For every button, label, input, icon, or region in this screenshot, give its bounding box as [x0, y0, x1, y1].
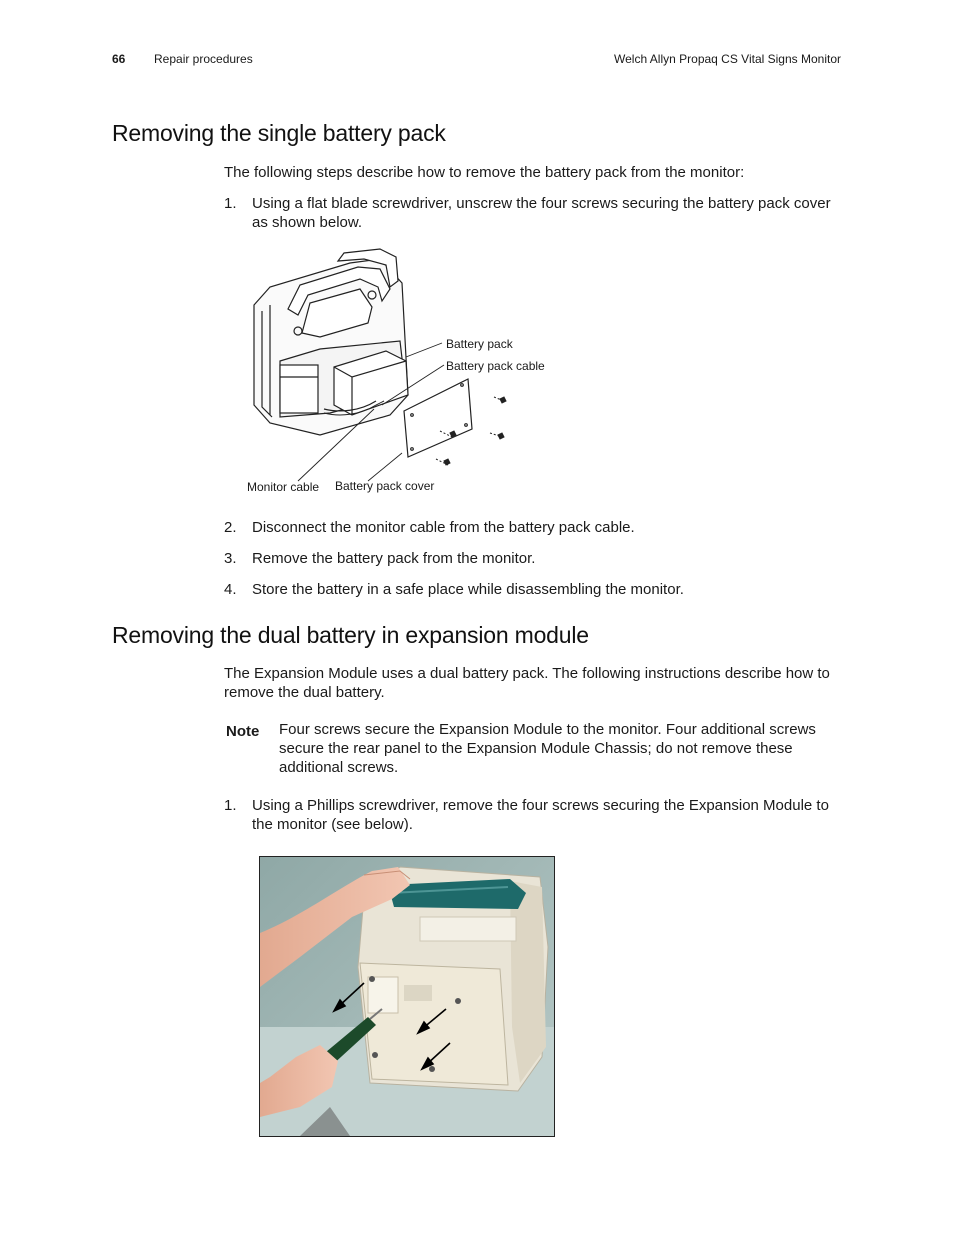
step-number: 3. — [224, 550, 237, 567]
step-text: Remove the battery pack from the monitor. — [252, 550, 536, 567]
section2-intro: The Expansion Module uses a dual battery pack. The following instructions describe how to remove the dual battery. — [224, 665, 830, 701]
page-number: 66 — [112, 52, 126, 66]
step-text: Store the battery in a safe place while disassembling the monitor. — [252, 581, 684, 598]
label-monitor-cable: Monitor cable — [247, 480, 320, 494]
label-battery-pack-cover: Battery pack cover — [335, 479, 435, 493]
note-text: Four screws secure the Expansion Module to the monitor. Four additional screws secure the rear panel to the Expansion Module Chassis; do not remove these additional screws. — [279, 721, 816, 776]
step-number: 4. — [224, 581, 237, 598]
expansion-module-photo — [259, 856, 555, 1137]
section1-intro: The following steps describe how to remove the battery pack from the monitor: — [224, 164, 745, 181]
note-label: Note — [226, 723, 260, 740]
expansion-module-illustration — [260, 857, 554, 1136]
label-battery-pack: Battery pack — [446, 337, 513, 351]
page-header — [112, 52, 841, 70]
battery-pack-diagram — [240, 245, 560, 505]
step-number: 1. — [224, 195, 237, 212]
step-text: Using a flat blade screwdriver, unscrew the four screws securing the battery pack cover as shown below. — [252, 195, 831, 231]
label-battery-pack-cable: Battery pack cable — [446, 359, 545, 373]
step-number: 2. — [224, 519, 237, 536]
section-title-dual-battery: Removing the dual battery in expansion module — [112, 622, 589, 648]
document-title: Welch Allyn Propaq CS Vital Signs Monitor — [614, 52, 841, 66]
section-title-single-battery: Removing the single battery pack — [112, 120, 446, 146]
section-name: Repair procedures — [154, 52, 253, 66]
step-text: Disconnect the monitor cable from the battery pack cable. — [252, 519, 635, 536]
step-number: 1. — [224, 797, 237, 814]
battery-pack-illustration — [240, 245, 560, 505]
step-text: Using a Phillips screwdriver, remove the four screws securing the Expansion Module to the monitor (see below). — [252, 797, 829, 833]
